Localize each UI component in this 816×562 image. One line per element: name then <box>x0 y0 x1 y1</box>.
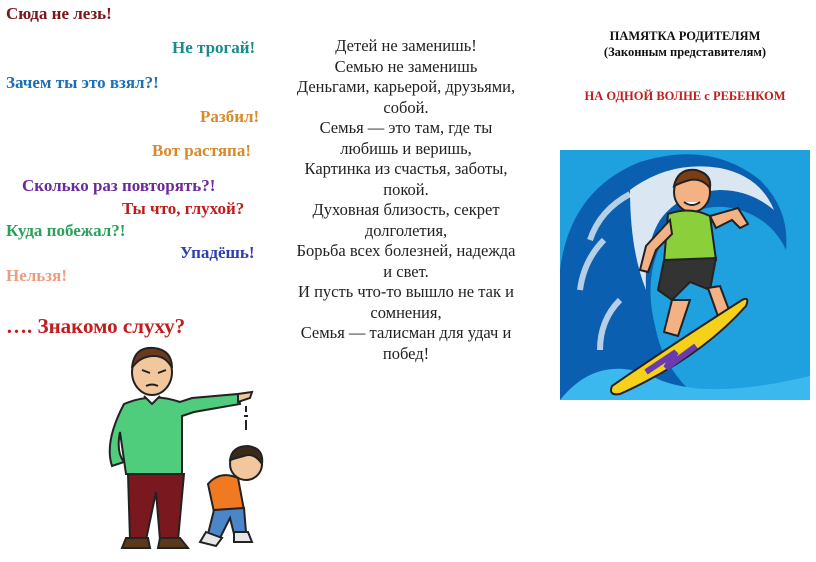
poem-line: Деньгами, карьерой, друзьями, <box>296 77 516 96</box>
phrase-3: Зачем ты это взял?! <box>6 73 159 92</box>
phrase-7: Ты что, глухой? <box>122 199 245 218</box>
phrase-1: Сюда не лезь! <box>6 4 112 23</box>
poem-line: И пусть что-то вышло не так и <box>298 282 514 301</box>
memo-subtitle: НА ОДНОЙ ВОЛНЕ с РЕБЕНКОМ <box>584 89 786 103</box>
poem-line: побед! <box>382 343 430 363</box>
scolding-father-illustration <box>96 342 272 554</box>
poem-line: любишь и веришь, <box>340 138 472 158</box>
memo-title <box>562 28 808 60</box>
poem-line: Семью не заменишь <box>334 56 478 76</box>
phrase-8: Куда побежал?! <box>6 221 126 240</box>
phrase-9: Упадёшь! <box>180 243 255 262</box>
poem-line: сомнения, <box>370 302 442 322</box>
poem-line: собой. <box>383 97 429 117</box>
phrase-6: Сколько раз повторять?! <box>22 176 216 195</box>
memo-title-line2: (Законным представителям) <box>603 45 767 59</box>
phrase-4: Разбил! <box>200 107 260 126</box>
poem-line: покой. <box>383 179 429 199</box>
poem-line: долголетия, <box>364 220 448 240</box>
poem <box>284 36 528 364</box>
poem-line: Детей не заменишь! <box>335 36 477 55</box>
poem-line: Семья — это там, где ты <box>319 118 493 137</box>
poem-line: Борьба всех болезней, надежда <box>296 241 516 260</box>
phrase-10: Нельзя! <box>6 266 67 285</box>
memo-title-line1: ПАМЯТКА РОДИТЕЛЯМ <box>609 29 761 43</box>
surfer-wave-illustration <box>560 150 810 400</box>
poem-line: Картинка из счастья, заботы, <box>304 159 508 178</box>
poem-line: Семья — талисман для удач и <box>300 323 512 342</box>
question-heading: …. Знакомо слуху? <box>6 314 186 338</box>
poem-line: Духовная близость, секрет <box>312 200 500 219</box>
phrase-5: Вот растяпа! <box>152 141 251 160</box>
phrase-2: Не трогай! <box>172 38 256 57</box>
poem-line: и свет. <box>383 261 429 281</box>
